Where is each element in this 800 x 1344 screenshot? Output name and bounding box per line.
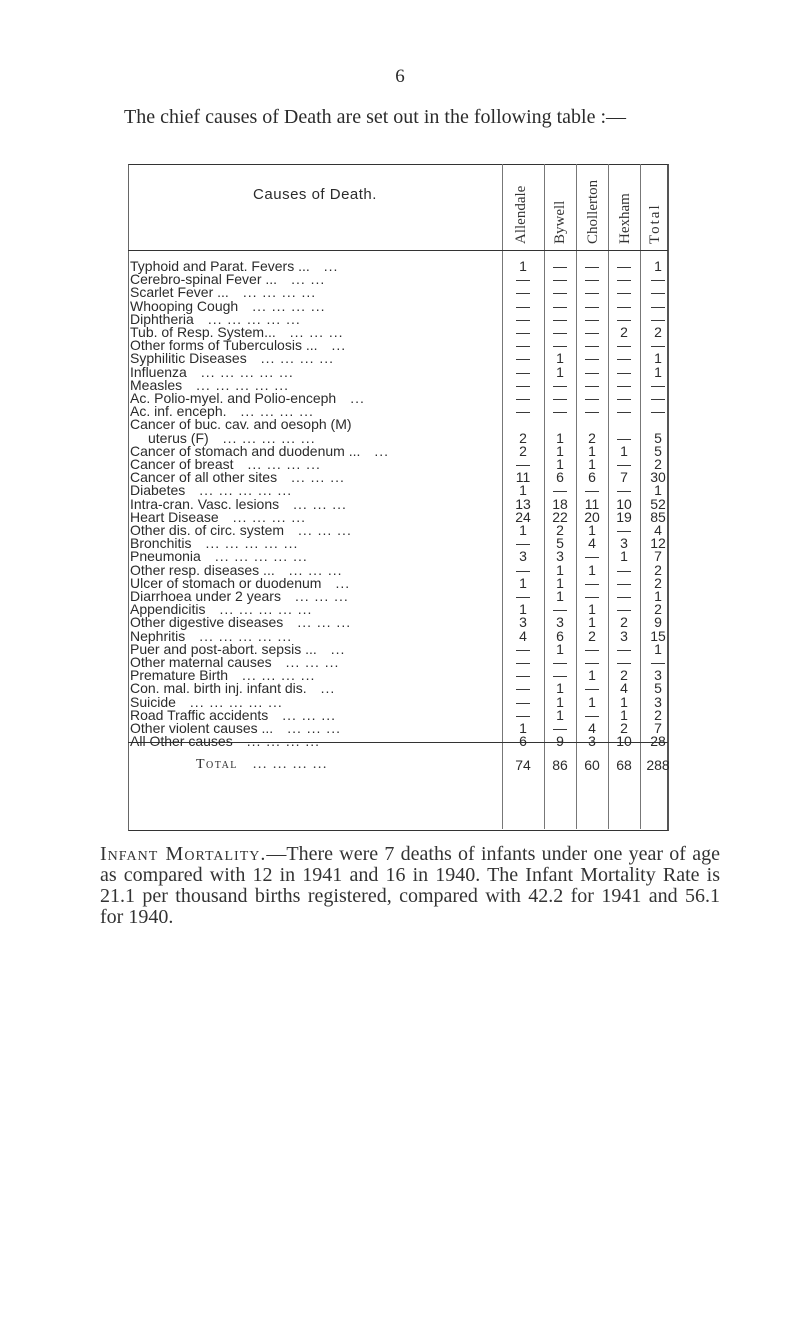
cell-allendale: — [516,298,530,314]
cause-name: Cancer of breast [130,456,234,472]
leader-dots: ... ... ... ... ... [189,694,283,710]
cell-allendale: 11 [515,469,531,485]
cell-allendale: 2 [519,443,527,459]
cell-total: — [651,298,665,314]
total-hexham: 68 [616,757,632,773]
leader-dots: ... ... ... ... ... [219,601,313,617]
cause-name: Appendicitis [130,601,206,617]
cause-name: Premature Birth [130,667,229,683]
chollerton-column-header: Chollerton [585,179,601,244]
leader-dots: ... ... ... ... [252,298,326,314]
cell-total: 1 [654,364,662,380]
cause-name: Diabetes [130,482,186,498]
leader-dots: ... ... ... [285,654,340,670]
cell-chollerton: — [585,548,599,564]
cell-chollerton: — [585,284,599,300]
cell-total: 2 [654,456,662,472]
leader-dots: ... ... ... ... [240,403,314,419]
cell-chollerton: — [585,364,599,380]
cause-name: Other violent causes ... [130,720,274,736]
cause-name: Influenza [130,364,187,380]
cell-allendale: 24 [515,509,531,525]
cell-chollerton: 1 [588,614,596,630]
cell-bywell: 1 [556,364,564,380]
cell-allendale: — [516,694,530,710]
leader-dots: ... ... ... ... ... [214,548,308,564]
cell-hexham: 1 [620,694,628,710]
cell-bywell: — [553,258,567,274]
cell-allendale: 1 [519,601,527,617]
cell-hexham: 1 [620,443,628,459]
leader-dots: ... ... ... [294,588,349,604]
cell-bywell: — [553,601,567,617]
cell-total: 5 [654,680,662,696]
cause-name: Puer and post-abort. sepsis ... [130,641,317,657]
cell-allendale: — [516,390,530,406]
cause-name: Ulcer of stomach or duodenum [130,575,322,591]
cell-total: 2 [654,601,662,617]
cell-chollerton: 11 [584,496,600,512]
leader-dots: ... [350,390,365,406]
cell-chollerton: 1 [588,456,596,472]
cell-hexham: — [617,337,631,353]
cell-chollerton: 2 [588,430,596,446]
total-bywell: 86 [552,757,568,773]
cause-name: Diarrhoea under 2 years [130,588,281,604]
cell-bywell: — [553,337,567,353]
cell-chollerton: — [585,641,599,657]
cell-chollerton: — [585,271,599,287]
cell-total: 4 [654,522,662,538]
cell-allendale: 2 [519,430,527,446]
leader-dots: ... [320,680,336,696]
cell-bywell: — [553,720,567,736]
leader-dots: ... ... ... ... [260,350,335,366]
cell-bywell: 1 [556,641,564,657]
leader-dots: ... ... ... [289,324,344,340]
cell-chollerton: 20 [584,509,600,525]
cell-chollerton: — [585,575,599,591]
leader-dots: ... ... ... ... ... [196,377,290,393]
cell-hexham: — [617,588,631,604]
cell-chollerton: — [585,482,599,498]
cell-allendale: 1 [519,522,527,538]
cell-allendale: 3 [519,548,527,564]
cell-hexham: 19 [616,509,632,525]
cell-total: — [651,284,665,300]
cell-hexham: — [617,562,631,578]
cell-bywell: — [553,667,567,683]
cell-allendale: 4 [519,628,527,644]
leader-dots: ... ... ... [282,707,337,723]
cell-bywell: — [553,298,567,314]
cell-hexham: — [617,298,631,314]
cell-allendale: — [516,284,530,300]
cause-name: Heart Disease [130,509,219,525]
cell-chollerton: 6 [588,469,596,485]
leader-dots: ... ... ... ... [246,733,321,749]
cell-chollerton: 4 [588,720,596,736]
cell-hexham: — [617,482,631,498]
cell-hexham: 7 [620,469,628,485]
cause-name: Other forms of Tuberculosis ... [130,337,318,353]
cell-hexham: — [617,654,631,670]
cause-name: Scarlet Fever ... [130,284,229,300]
cell-bywell: — [553,377,567,393]
cell-bywell: 5 [556,535,564,551]
cell-hexham: — [617,284,631,300]
cell-bywell: 18 [552,496,568,512]
cell-hexham: 2 [620,324,628,340]
cell-hexham: 10 [616,496,632,512]
cell-chollerton: — [585,350,599,366]
cell-bywell: — [553,403,567,419]
cause-name: Cancer of all other sites [130,469,278,485]
cell-total: 7 [654,720,662,736]
cell-bywell: 1 [556,350,564,366]
cell-hexham: — [617,456,631,472]
leader-dots: ... ... ... ... [247,456,321,472]
bywell-column-header: Bywell [552,200,568,244]
cell-chollerton: 1 [588,443,596,459]
leader-dots: ... ... ... ... [242,284,317,300]
cell-total: 52 [650,496,666,512]
cell-chollerton: 2 [588,628,596,644]
header-rule [128,250,668,251]
cell-bywell: — [553,654,567,670]
cell-chollerton: 4 [588,535,596,551]
cell-bywell: — [553,284,567,300]
cell-bywell: 1 [556,694,564,710]
cell-bywell: — [553,390,567,406]
cell-bywell: 1 [556,680,564,696]
cell-hexham: 3 [620,535,628,551]
leader-dots: ... [330,641,346,657]
cell-bywell: — [553,482,567,498]
leader-dots: ... [335,575,351,591]
cause-label [130,733,496,749]
cell-total: 85 [650,509,666,525]
cell-total: 5 [654,443,662,459]
cell-bywell: 1 [556,588,564,604]
cell-allendale: — [516,350,530,366]
cause-name: Other dis. of circ. system [130,522,285,538]
cell-chollerton: — [585,324,599,340]
cell-hexham: — [617,522,631,538]
cell-hexham: — [617,258,631,274]
cause-name: Pneumonia [130,548,201,564]
cell-total: 2 [654,324,662,340]
cell-bywell: — [553,311,567,327]
cause-name: Road Traffic accidents [130,707,269,723]
page-number: 6 [395,66,405,87]
cell-total: 1 [654,588,662,604]
cell-allendale: — [516,456,530,472]
cause-name: uterus (F) [148,430,209,446]
cell-bywell: 3 [556,614,564,630]
cell-total: 3 [654,694,662,710]
cell-hexham: 3 [620,628,628,644]
cell-allendale: — [516,588,530,604]
cell-hexham: 1 [620,548,628,564]
leader-dots: ... ... ... ... ... [199,482,293,498]
leader-dots: ... ... ... ... ... [205,535,299,551]
cause-name: Typhoid and Parat. Fevers ... [130,258,310,274]
cell-allendale: — [516,364,530,380]
cell-bywell: — [553,324,567,340]
cause-name: Cerebro-spinal Fever ... [130,271,278,287]
cell-total: — [651,337,665,353]
leader-dots: ... ... [291,271,326,287]
cause-name: Intra-cran. Vasc. lesions [130,496,280,512]
cause-name: Other resp. diseases ... [130,562,275,578]
cell-bywell: 1 [556,562,564,578]
cell-total: 2 [654,707,662,723]
cell-hexham: — [617,377,631,393]
cell-bywell: 1 [556,707,564,723]
cell-bywell: 6 [556,628,564,644]
cell-allendale: — [516,377,530,393]
cell-chollerton: 1 [588,522,596,538]
total-row-label: Total ... ... ... ... [196,757,328,772]
leader-dots: ... [374,443,390,459]
total-total: 288 [646,757,670,773]
hexham-column-header: Hexham [617,193,633,244]
cell-total: — [651,377,665,393]
cell-chollerton: 1 [588,667,596,683]
cell-chollerton: — [585,588,599,604]
cell-hexham: — [617,364,631,380]
cell-hexham: 2 [620,720,628,736]
leader-dots: ... ... ... [298,522,352,538]
cell-hexham: — [617,575,631,591]
cell-hexham: 1 [620,707,628,723]
cell-chollerton: — [585,654,599,670]
cell-allendale: 1 [519,258,527,274]
cell-total: 1 [654,482,662,498]
total-allendale: 74 [515,757,531,773]
cell-allendale: — [516,641,530,657]
cell-chollerton: 1 [588,562,596,578]
total-column-header: Total [647,203,663,244]
cell-hexham: 2 [620,614,628,630]
cause-name: Measles [130,377,183,393]
leader-dots: ... ... ... ... ... [200,364,294,380]
cell-chollerton: 1 [588,694,596,710]
cell-chollerton: — [585,311,599,327]
cell-chollerton: — [585,390,599,406]
cell-hexham: — [617,601,631,617]
cell-total: 1 [654,350,662,366]
cell-allendale: 6 [519,733,527,749]
leader-dots: ... ... ... ... [242,667,316,683]
cell-total: 2 [654,562,662,578]
cause-name: Diphtheria [130,311,194,327]
cell-allendale: 1 [519,720,527,736]
leader-dots: ... ... ... ... [232,509,307,525]
cell-total: — [651,311,665,327]
cause-name: Tub. of Resp. System... [130,324,276,340]
cell-hexham: — [617,271,631,287]
cell-hexham: — [617,641,631,657]
cell-hexham: — [617,350,631,366]
cell-allendale: — [516,654,530,670]
cell-total: 1 [654,258,662,274]
cell-total: — [651,271,665,287]
cell-total: 15 [650,628,666,644]
cell-total: 7 [654,548,662,564]
cell-allendale: — [516,535,530,551]
cell-total: 1 [654,641,662,657]
cell-total: 3 [654,667,662,683]
infant-mortality-paragraph [100,844,720,928]
cell-chollerton: — [585,377,599,393]
cause-name: Whooping Cough [130,298,239,314]
cell-total: 9 [654,614,662,630]
cell-chollerton: — [585,403,599,419]
leader-dots: ... ... ... ... ... [207,311,301,327]
cell-allendale: 1 [519,482,527,498]
cause-name: Bronchitis [130,535,192,551]
cell-allendale: — [516,667,530,683]
cell-hexham: 10 [616,733,632,749]
leader-dots: ... ... ... [287,720,341,736]
cell-bywell: 9 [556,733,564,749]
cell-allendale: — [516,271,530,287]
cell-total: 5 [654,430,662,446]
leader-dots: ... ... ... [297,614,352,630]
leader-dots: ... [331,337,347,353]
cell-allendale: 13 [515,496,531,512]
cell-bywell: 3 [556,548,564,564]
cell-total: — [651,654,665,670]
cell-chollerton: — [585,337,599,353]
cell-total: — [651,390,665,406]
cause-name: Ac. Polio-myel. and Polio-enceph [130,390,337,406]
leader-dots: ... ... ... ... ... [199,628,293,644]
infant-mortality-heading: Infant Mortality. [100,843,267,865]
cell-hexham: 2 [620,667,628,683]
cell-hexham: 4 [620,680,628,696]
cell-bywell: 22 [552,509,568,525]
cell-total: 2 [654,575,662,591]
leader-dots: ... ... ... [291,469,345,485]
cause-name: Cancer of buc. cav. and oesoph (M) [130,416,352,432]
cell-total: — [651,403,665,419]
cell-hexham: — [617,390,631,406]
cell-bywell: 2 [556,522,564,538]
cause-name: Nephritis [130,628,186,644]
cause-name: Other maternal causes [130,654,272,670]
cell-chollerton: — [585,680,599,696]
infant-mortality-text: —There were 7 deaths of infants under one year of age as compared with 12 in 1941 and 16 in 1940. The Infant Mortality Rate is 21.1 per thousand births registered, compared with 42.2 for 1941 and 56.1 for 1940. [100,843,720,928]
cell-bywell: — [553,271,567,287]
cause-name: Con. mal. birth inj. infant dis. [130,680,307,696]
leader-dots: ... ... ... [288,562,343,578]
cell-allendale: 3 [519,614,527,630]
intro-paragraph: The chief causes of Death are set out in the following table :— [124,106,627,128]
cell-total: 12 [650,535,666,551]
cause-name: Suicide [130,694,176,710]
causes-column-header: Causes of Death. [253,186,377,203]
table-row [0,733,800,749]
cell-chollerton: — [585,707,599,723]
cell-total: 28 [650,733,666,749]
cause-name: Other digestive diseases [130,614,284,630]
cell-hexham: — [617,311,631,327]
cell-bywell: 1 [556,443,564,459]
cell-allendale: — [516,680,530,696]
cell-allendale: — [516,403,530,419]
cause-name: Ac. inf. enceph. [130,403,227,419]
cause-name: Syphilitic Diseases [130,350,247,366]
leader-dots: ... ... ... ... ... [222,430,316,446]
cause-name: Cancer of stomach and duodenum ... [130,443,361,459]
cause-name: All Other causes [130,733,233,749]
total-chollerton: 60 [584,757,600,773]
cell-allendale: — [516,324,530,340]
cell-allendale: — [516,311,530,327]
cell-bywell: 1 [556,575,564,591]
cell-allendale: 1 [519,575,527,591]
cell-allendale: — [516,707,530,723]
cell-chollerton: 1 [588,601,596,617]
cell-chollerton: 3 [588,733,596,749]
cell-bywell: 1 [556,430,564,446]
cell-chollerton: — [585,298,599,314]
cell-bywell: 6 [556,469,564,485]
cell-total: 30 [650,469,666,485]
cell-hexham: — [617,430,631,446]
cell-hexham: — [617,403,631,419]
cell-allendale: — [516,337,530,353]
leader-dots: ... [323,258,339,274]
leader-dots: ... ... ... [293,496,347,512]
cell-allendale: — [516,562,530,578]
allendale-column-header: Allendale [513,185,529,244]
cell-chollerton: — [585,258,599,274]
cell-bywell: 1 [556,456,564,472]
